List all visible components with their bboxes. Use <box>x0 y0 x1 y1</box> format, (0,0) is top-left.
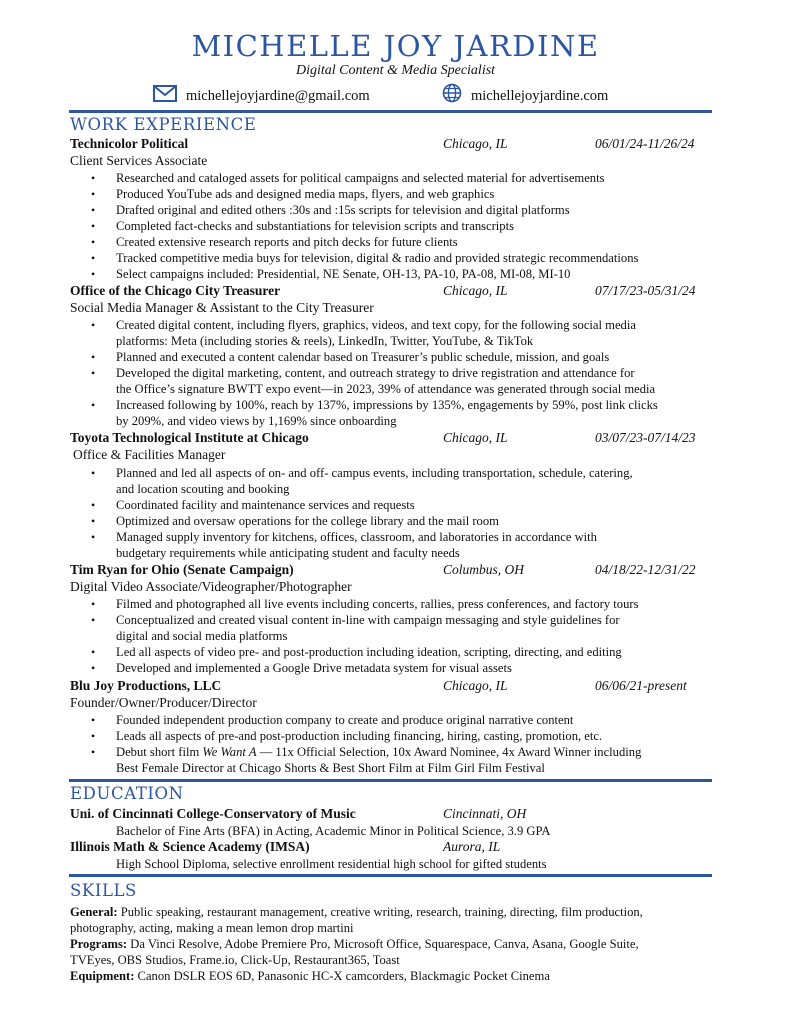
bullet-mark: • <box>91 498 96 512</box>
school-location: Aurora, IL <box>443 839 501 854</box>
section-title-education: EDUCATION <box>70 784 184 803</box>
bullet-mark: • <box>91 597 96 611</box>
bullet-text-part: Debut short film <box>116 745 200 759</box>
bullet-text: Created extensive research reports and pitch decks for future clients <box>116 235 458 249</box>
bullet-text: Select campaigns included: Presidential, NE Senate, OH-13, PA-10, PA-08, MI-08, MI-10 <box>116 267 571 281</box>
bullet-text: Led all aspects of video pre- and post-production including ideation, scripting, directing, and editing <box>116 645 622 659</box>
bullet-text: Managed supply inventory for kitchens, offices, classroom, and laboratories in accordance with <box>116 530 597 544</box>
job-org: Tim Ryan for Ohio (Senate Campaign) <box>70 562 294 577</box>
bullet-text: Developed and implemented a Google Drive metadata system for visual assets <box>116 661 512 675</box>
bullet-text: Leads all aspects of pre-and post-production including financing, hiring, casting, promotion, etc. <box>116 729 603 743</box>
job-role: Founder/Owner/Producer/Director <box>70 695 257 710</box>
bullet-text: Filmed and photographed all live events including concerts, rallies, press conferences, and factory tours <box>116 597 639 611</box>
school-location: Cincinnati, OH <box>443 806 527 821</box>
bullet-text: Founded independent production company to create and produce original narrative content <box>116 713 574 727</box>
bullet-mark: • <box>91 466 96 480</box>
bullet-continuation: by 209%, and video views by 1,169% since onboarding <box>116 414 397 428</box>
professional-title: Digital Content & Media Specialist <box>295 63 496 78</box>
bullet-continuation: and location scouting and booking <box>116 482 290 496</box>
bullet-text: Planned and led all aspects of on- and off- campus events, including transportation, schedule, catering, <box>116 466 633 480</box>
school-name: Illinois Math & Science Academy (IMSA) <box>70 839 310 854</box>
bullet-continuation: Best Female Director at Chicago Shorts & Best Short Film at Film Girl Film Festival <box>116 761 545 775</box>
job-org: Blu Joy Productions, LLC <box>70 678 222 693</box>
bullet-text <box>116 744 728 760</box>
film-title: We Want A <box>202 745 257 759</box>
bullet-mark: • <box>91 530 96 544</box>
bullet-text: Planned and executed a content calendar based on Treasurer’s public schedule, mission, and goals <box>116 350 610 364</box>
bullet-continuation: the Office’s signature BWTT expo event—in 2023, 39% of attendance was generated through social media <box>116 382 656 396</box>
envelope-icon <box>153 85 177 108</box>
bullet-mark: • <box>91 745 96 759</box>
bullet-text: Conceptualized and created visual content in-line with campaign messaging and style guidelines for <box>116 613 620 627</box>
bullet-mark: • <box>91 235 96 249</box>
job-dates: 06/06/21-present <box>595 678 687 693</box>
degree-description: High School Diploma, selective enrollment residential high school for gifted students <box>116 857 547 871</box>
job-org: Technicolor Political <box>70 136 189 151</box>
bullet-text: Created digital content, including flyers, graphics, videos, and text copy, for the following social media <box>116 318 636 332</box>
skills-programs <box>70 936 639 952</box>
bullet-mark: • <box>91 729 96 743</box>
bullet-text: Optimized and oversaw operations for the college library and the mail room <box>116 514 499 528</box>
bullet-mark: • <box>91 613 96 627</box>
job-org: Toyota Technological Institute at Chicago <box>70 430 309 445</box>
job-dates: 06/01/24-11/26/24 <box>595 136 695 151</box>
skills-label: General: <box>70 905 118 919</box>
skills-equipment <box>70 968 550 984</box>
degree-description: Bachelor of Fine Arts (BFA) in Acting, Academic Minor in Political Science, 3.9 GPA <box>116 824 551 838</box>
skills-general-continued: photography, acting, making a mean lemon drop martini <box>70 921 354 935</box>
job-location: Chicago, IL <box>443 136 508 151</box>
job-dates: 03/07/23-07/14/23 <box>595 430 696 445</box>
bullet-mark: • <box>91 398 96 412</box>
bullet-continuation: platforms: Meta (including stories & reels), LinkedIn, Twitter, YouTube, & TikTok <box>116 334 534 348</box>
job-location: Chicago, IL <box>443 678 508 693</box>
email-address[interactable]: michellejoyjardine@gmail.com <box>186 88 370 104</box>
job-dates: 07/17/23-05/31/24 <box>595 283 696 298</box>
bullet-continuation: budgetary requirements while anticipating student and faculty needs <box>116 546 460 560</box>
job-location: Chicago, IL <box>443 430 508 445</box>
section-title-work: WORK EXPERIENCE <box>70 115 257 134</box>
bullet-text: Increased following by 100%, reach by 137%, impressions by 135%, engagements by 59%, post link clicks <box>116 398 658 412</box>
website-address[interactable]: michellejoyjardine.com <box>471 88 609 104</box>
skills-label: Programs: <box>70 937 128 951</box>
bullet-text: Drafted original and edited others :30s and :15s scripts for television and digital platforms <box>116 203 570 217</box>
job-role: Digital Video Associate/Videographer/Photographer <box>70 579 352 594</box>
bullet-text: Developed the digital marketing, content, and outreach strategy to drive registration and attendance for <box>116 366 635 380</box>
section-title-skills: SKILLS <box>70 881 137 900</box>
skills-label: Equipment: <box>70 969 135 983</box>
divider <box>69 874 712 877</box>
bullet-mark: • <box>91 171 96 185</box>
skills-text: Canon DSLR EOS 6D, Panasonic HC-X camcorders, Blackmagic Pocket Cinema <box>134 969 550 983</box>
bullet-text: Tracked competitive media buys for television, digital & radio and provided strategic recommendations <box>116 251 639 265</box>
job-role: Social Media Manager & Assistant to the City Treasurer <box>70 300 374 315</box>
bullet-text: Researched and cataloged assets for political campaigns and selected material for advertisements <box>116 171 605 185</box>
bullet-continuation: digital and social media platforms <box>116 629 288 643</box>
job-role: Office & Facilities Manager <box>73 447 226 462</box>
bullet-mark: • <box>91 267 96 281</box>
skills-general <box>70 904 643 920</box>
bullet-mark: • <box>91 251 96 265</box>
bullet-mark: • <box>91 350 96 364</box>
skills-text: Da Vinci Resolve, Adobe Premiere Pro, Microsoft Office, Squarespace, Canva, Asana, Google Suite, <box>127 937 639 951</box>
skills-programs-continued: TVEyes, OBS Studios, Frame.io, Click-Up, Restaurant365, Toast <box>70 953 400 967</box>
bullet-mark: • <box>91 203 96 217</box>
bullet-text: Coordinated facility and maintenance services and requests <box>116 498 415 512</box>
divider <box>69 110 712 113</box>
job-org: Office of the Chicago City Treasurer <box>70 283 281 298</box>
website-contact[interactable] <box>442 86 608 106</box>
bullet-mark: • <box>91 187 96 201</box>
email-contact[interactable] <box>153 86 370 106</box>
divider <box>69 779 712 782</box>
bullet-mark: • <box>91 514 96 528</box>
bullet-text-part: — 11x Official Selection, 10x Award Nominee, 4x Award Winner including <box>259 745 642 759</box>
skills-text: Public speaking, restaurant management, creative writing, research, training, directing, film production, <box>117 905 643 919</box>
globe-icon <box>442 83 462 109</box>
bullet-mark: • <box>91 366 96 380</box>
bullet-mark: • <box>91 713 96 727</box>
bullet-text: Completed fact-checks and substantiations for television scripts and transcripts <box>116 219 515 233</box>
bullet-mark: • <box>91 219 96 233</box>
school-name: Uni. of Cincinnati College-Conservatory of Music <box>70 806 356 821</box>
job-location: Chicago, IL <box>443 283 508 298</box>
bullet-mark: • <box>91 318 96 332</box>
bullet-mark: • <box>91 661 96 675</box>
bullet-text: Produced YouTube ads and designed media maps, flyers, and web graphics <box>116 187 495 201</box>
bullet-mark: • <box>91 645 96 659</box>
job-role: Client Services Associate <box>70 153 208 168</box>
candidate-name: MICHELLE JOY JARDINE <box>191 29 600 63</box>
job-location: Columbus, OH <box>443 562 525 577</box>
job-dates: 04/18/22-12/31/22 <box>595 562 696 577</box>
